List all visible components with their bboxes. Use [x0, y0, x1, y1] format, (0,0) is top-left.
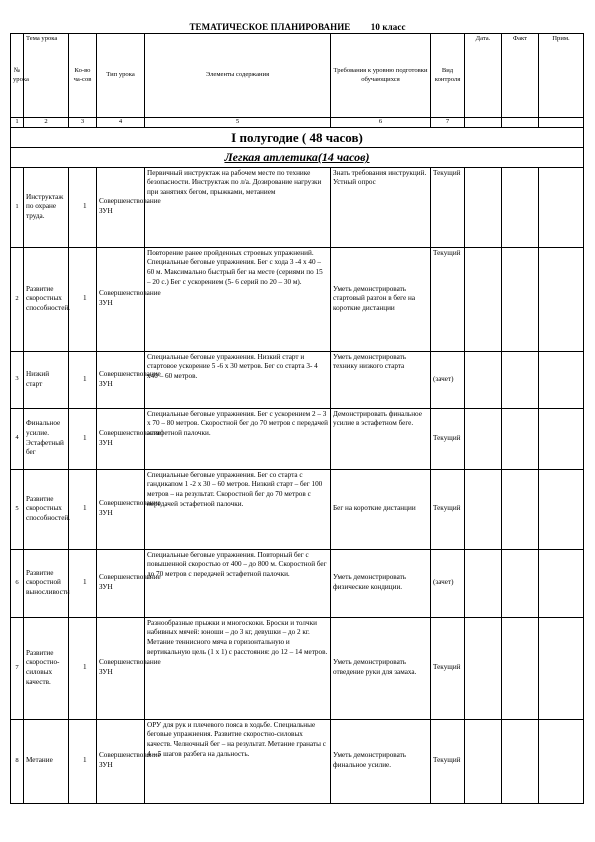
lesson-requirements: Уметь демонстрировать отведение руки для замаха. — [331, 617, 431, 719]
header-hours: Ко-во ча-сов — [69, 34, 97, 118]
lesson-topic: Инструктаж по охране труда. — [24, 167, 69, 247]
lesson-requirements: Уметь демонстрировать технику низкого старта — [331, 351, 431, 408]
title-text: ТЕМАТИЧЕСКОЕ ПЛАНИРОВАНИЕ — [189, 22, 351, 32]
lesson-content: Специальные беговые упражнения. Бег со старта с гандикапом 1 -2 х 30 – 60 метров. Низкий старт – бег 100 метров – на результат. Скоростной бег до 70 метров с передачей эстафетной палочки. — [145, 469, 331, 549]
header-fact: Факт — [502, 34, 539, 118]
lesson-type: Совершенствование ЗУН — [97, 549, 145, 617]
lesson-requirements: Уметь демонстрировать стартовый разгон в беге на короткие дистанции — [331, 247, 431, 351]
lesson-number: 8 — [11, 719, 24, 803]
lesson-content: Разнообразные прыжки и многоскоки. Броски и толчки набивных мячей: юноши – до 3 кг, девушки – до 2 кг. Метание теннисного мяча в горизонтальную и вертикальную цель (1 х 1) с расстояния: до 12 – 14 метров. — [145, 617, 331, 719]
table-row — [11, 549, 584, 617]
lesson-content: Первичный инструктаж на рабочем месте по технике безопасности. Инструктаж по л/а. Дозирование нагрузки при занятиях бегом, прыжками, метанием — [145, 167, 331, 247]
lesson-topic: Метание — [24, 719, 69, 803]
lesson-control: Текущий — [431, 469, 465, 549]
class-label: 10 класс — [370, 22, 406, 32]
col-number: 5 — [145, 118, 331, 128]
lesson-control: (зачет) — [431, 351, 465, 408]
page-title — [0, 22, 595, 32]
lesson-content: ОРУ для рук и плечевого пояса в ходьбе. Специальные беговые упражнения. Развитие скоростно-силовых качеств. Челночный бег – на результат. Метание гранаты с 4 – 5 шагов разбега на дальность. — [145, 719, 331, 803]
table-row — [11, 617, 584, 719]
lesson-number: 7 — [11, 617, 24, 719]
lesson-hours: 1 — [69, 617, 97, 719]
lesson-content: Повторение ранее пройденных строевых упражнений. Специальные беговые упражнения. Бег с хода 3 -4 х 40 – 60 м. Максимально быстрый бег на месте (сериями по 15 – 20 с.) Бег с ускорением (5- 6 серий по 20 – 30 м). — [145, 247, 331, 351]
lesson-hours: 1 — [69, 351, 97, 408]
lesson-type: Совершенствование ЗУН — [97, 247, 145, 351]
lesson-type: Совершенствование ЗУН — [97, 469, 145, 549]
lesson-number: 6 — [11, 549, 24, 617]
header-type: Тип урока — [97, 34, 145, 118]
lesson-requirements: Знать требования инструкций. Устный опрос — [331, 167, 431, 247]
lesson-hours: 1 — [69, 167, 97, 247]
col-number: 2 — [24, 118, 69, 128]
table-row — [11, 469, 584, 549]
header-note: Прим. — [539, 34, 584, 118]
lesson-topic: Финальное усилие. Эстафетный бег — [24, 408, 69, 469]
lesson-hours: 1 — [69, 719, 97, 803]
table-row — [11, 247, 584, 351]
header-topic: Тема урока — [24, 34, 69, 118]
lesson-type: Совершенствование ЗУН — [97, 351, 145, 408]
table-row — [11, 408, 584, 469]
lesson-hours: 1 — [69, 469, 97, 549]
lesson-type: Совершенствование ЗУН — [97, 408, 145, 469]
lesson-topic: Развитие скоростных способностей. — [24, 469, 69, 549]
lesson-number: 5 — [11, 469, 24, 549]
lesson-control: Текущий — [431, 247, 465, 351]
section-heading — [11, 148, 584, 167]
lesson-content: Специальные беговые упражнения. Повторный бег с повышенной скоростью от 400 – до 800 м. Скоростной бег до 70 метров с передачей эстафетной палочки. — [145, 549, 331, 617]
lesson-topic: Развитие скоростно-силовых качеств. — [24, 617, 69, 719]
lesson-content: Специальные беговые упражнения. Бег с ускорением 2 – 3 х 70 – 80 метров. Скоростной бег до 70 метров с передачей эстафетной палочки. — [145, 408, 331, 469]
header-control: Вид контроля — [431, 34, 465, 118]
header-date: Дата. — [465, 34, 502, 118]
lesson-control: (зачет) — [431, 549, 465, 617]
col-number: 1 — [11, 118, 24, 128]
header-requirements: Требования к уровню подготовки обучающихся — [331, 34, 431, 118]
col-number: 4 — [97, 118, 145, 128]
lesson-control: Текущий — [431, 167, 465, 247]
lesson-content: Специальные беговые упражнения. Низкий старт и стартовое ускорение 5 -6 х 30 метров. Бег со старта 3- 4 х40 – 60 метров. — [145, 351, 331, 408]
lesson-hours: 1 — [69, 549, 97, 617]
lesson-number: 4 — [11, 408, 24, 469]
section-title: Легкая атлетика(14 часов) — [224, 150, 370, 165]
table-row — [11, 351, 584, 408]
lesson-control: Текущий — [431, 719, 465, 803]
lesson-topic: Развитие скоростных способностей. — [24, 247, 69, 351]
header-num: № урока — [11, 34, 24, 118]
col-number: 7 — [431, 118, 465, 128]
lesson-requirements: Уметь демонстрировать финальное усилие. — [331, 719, 431, 803]
col-number: 6 — [331, 118, 431, 128]
planning-table — [10, 33, 584, 804]
lesson-type: Совершенствование ЗУН — [97, 617, 145, 719]
col-number: 3 — [69, 118, 97, 128]
lesson-control: Текущий — [431, 617, 465, 719]
lesson-topic: Низкий старт — [24, 351, 69, 408]
lesson-number: 3 — [11, 351, 24, 408]
lesson-type: Совершенствование ЗУН — [97, 167, 145, 247]
semester-heading: I полугодие ( 48 часов) — [11, 127, 584, 148]
lesson-requirements: Демонстрировать финальное усилие в эстафетном беге. — [331, 408, 431, 469]
lesson-topic: Развитие скоростной выносливости — [24, 549, 69, 617]
lesson-requirements: Бег на короткие дистанции — [331, 469, 431, 549]
lesson-hours: 1 — [69, 247, 97, 351]
lesson-requirements: Уметь демонстрировать физические кондиции. — [331, 549, 431, 617]
lesson-number: 2 — [11, 247, 24, 351]
table-row — [11, 719, 584, 803]
lesson-number: 1 — [11, 167, 24, 247]
lesson-control: Текущий — [431, 408, 465, 469]
lesson-hours: 1 — [69, 408, 97, 469]
header-content: Элементы содержания — [145, 34, 331, 118]
table-row — [11, 167, 584, 247]
lesson-type: Совершенствование ЗУН — [97, 719, 145, 803]
